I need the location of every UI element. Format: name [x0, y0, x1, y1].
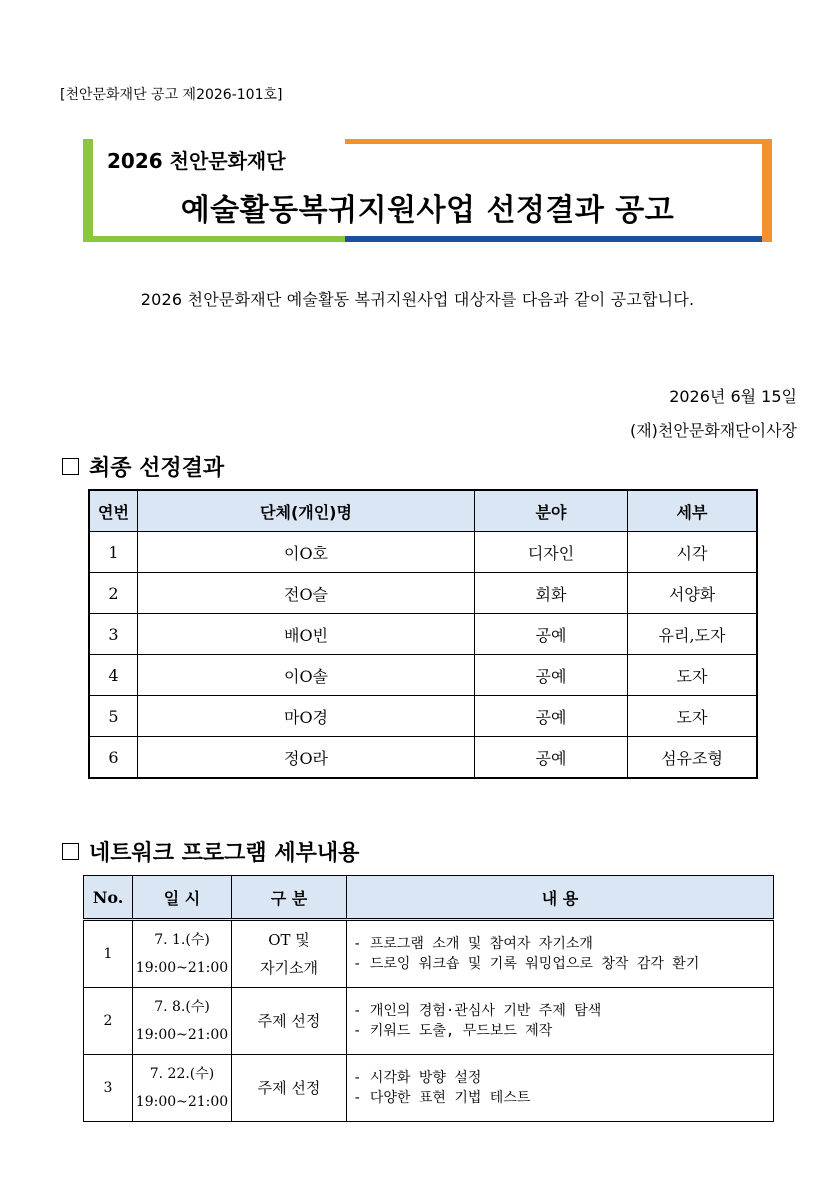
table-cell: 공예 [475, 737, 628, 779]
banner-top-bar [345, 139, 772, 144]
checkbox-square-icon [62, 458, 79, 475]
table-row [84, 920, 774, 988]
table-header: 분야 [475, 490, 628, 532]
section-title: 최종 선정결과 [89, 456, 225, 481]
table-header-row [89, 490, 757, 532]
content-line: - 키워드 도출, 무드보드 제작 [353, 1023, 553, 1039]
page-title: 예술활동복귀지원사업 선정결과 공고 [180, 193, 675, 228]
table-cell: 5 [89, 696, 138, 737]
intro-text: 2026 천안문화재단 예술활동 복귀지원사업 대상자를 다음과 같이 공고합니다. [140, 290, 695, 309]
table-cell: 전O슬 [138, 573, 475, 614]
table-cell: 디자인 [475, 532, 628, 573]
section-title: 네트워크 프로그램 세부내용 [89, 841, 360, 866]
table-cell: 6 [89, 737, 138, 779]
category-cell [232, 988, 347, 1055]
content-line: - 드로잉 워크숍 및 기록 워밍업으로 창작 감각 환기 [353, 956, 700, 972]
table-cell: 회화 [475, 573, 628, 614]
schedule-time: 19:00~21:00 [135, 960, 229, 976]
schedule-time: 19:00~21:00 [135, 1027, 229, 1043]
table-cell: 4 [89, 655, 138, 696]
table-header-row [84, 876, 774, 920]
title-banner [83, 139, 772, 242]
table-cell: 도자 [628, 655, 758, 696]
table-cell: 섬유조형 [628, 737, 758, 779]
content-cell [347, 920, 774, 988]
category-line: 주제 선정 [257, 1079, 321, 1097]
section-heading-program [62, 836, 359, 867]
category-line: 자기소개 [260, 959, 318, 977]
table-cell: 3 [89, 614, 138, 655]
content-cell [347, 1055, 774, 1122]
content-line: - 프로그램 소개 및 참여자 자기소개 [353, 936, 593, 952]
category-cell [232, 1055, 347, 1122]
program-table [83, 875, 774, 1122]
table-row [89, 532, 757, 573]
table-header: No. [84, 876, 133, 920]
content-line: - 다양한 표현 기법 테스트 [353, 1090, 531, 1106]
table-cell: 유리,도자 [628, 614, 758, 655]
schedule-cell [133, 920, 232, 988]
notice-date: 2026년 6월 15일 [669, 387, 797, 406]
table-cell: 마O경 [138, 696, 475, 737]
table-header: 내 용 [347, 876, 774, 920]
results-table [88, 489, 758, 779]
table-cell: 배O빈 [138, 614, 475, 655]
issuer: (재)천안문화재단이사장 [629, 421, 797, 440]
schedule-cell [133, 988, 232, 1055]
banner-subtitle: 2026 천안문화재단 [107, 149, 286, 173]
schedule-date: 7. 8.(수) [154, 999, 210, 1015]
table-row [84, 988, 774, 1055]
category-line: 주제 선정 [257, 1012, 321, 1030]
table-cell: 2 [89, 573, 138, 614]
table-cell: 이O솔 [138, 655, 475, 696]
schedule-cell [133, 1055, 232, 1122]
schedule-date: 7. 22.(수) [149, 1066, 215, 1082]
table-row [84, 1055, 774, 1122]
table-header: 연번 [89, 490, 138, 532]
table-header: 일 시 [133, 876, 232, 920]
schedule-date: 7. 1.(수) [154, 932, 210, 948]
checkbox-square-icon [62, 843, 79, 860]
table-cell: 정O라 [138, 737, 475, 779]
content-cell [347, 988, 774, 1055]
table-row [89, 655, 757, 696]
table-row [89, 696, 757, 737]
table-cell: 도자 [628, 696, 758, 737]
content-line: - 시각화 방향 설정 [353, 1070, 482, 1086]
banner-bottom-green-bar [83, 236, 345, 242]
table-cell: 공예 [475, 696, 628, 737]
table-row [89, 737, 757, 779]
notice-number: [천안문화재단 공고 제2026-101호] [60, 87, 283, 103]
banner-bottom-blue-bar [345, 236, 762, 242]
section-heading-results [62, 451, 224, 482]
schedule-time: 19:00~21:00 [135, 1094, 229, 1110]
table-cell: 이O호 [138, 532, 475, 573]
table-cell: 공예 [475, 655, 628, 696]
table-header: 단체(개인)명 [138, 490, 475, 532]
table-cell: 공예 [475, 614, 628, 655]
content-line: - 개인의 경험·관심사 기반 주제 탐색 [353, 1003, 602, 1019]
category-line: OT 및 [268, 931, 310, 949]
table-row [89, 614, 757, 655]
table-header: 구 분 [232, 876, 347, 920]
table-cell: 1 [89, 532, 138, 573]
table-cell: 2 [84, 988, 133, 1055]
table-header: 세부 [628, 490, 758, 532]
table-cell: 시각 [628, 532, 758, 573]
table-row [89, 573, 757, 614]
category-cell [232, 920, 347, 988]
table-cell: 1 [84, 920, 133, 988]
table-cell: 서양화 [628, 573, 758, 614]
table-cell: 3 [84, 1055, 133, 1122]
